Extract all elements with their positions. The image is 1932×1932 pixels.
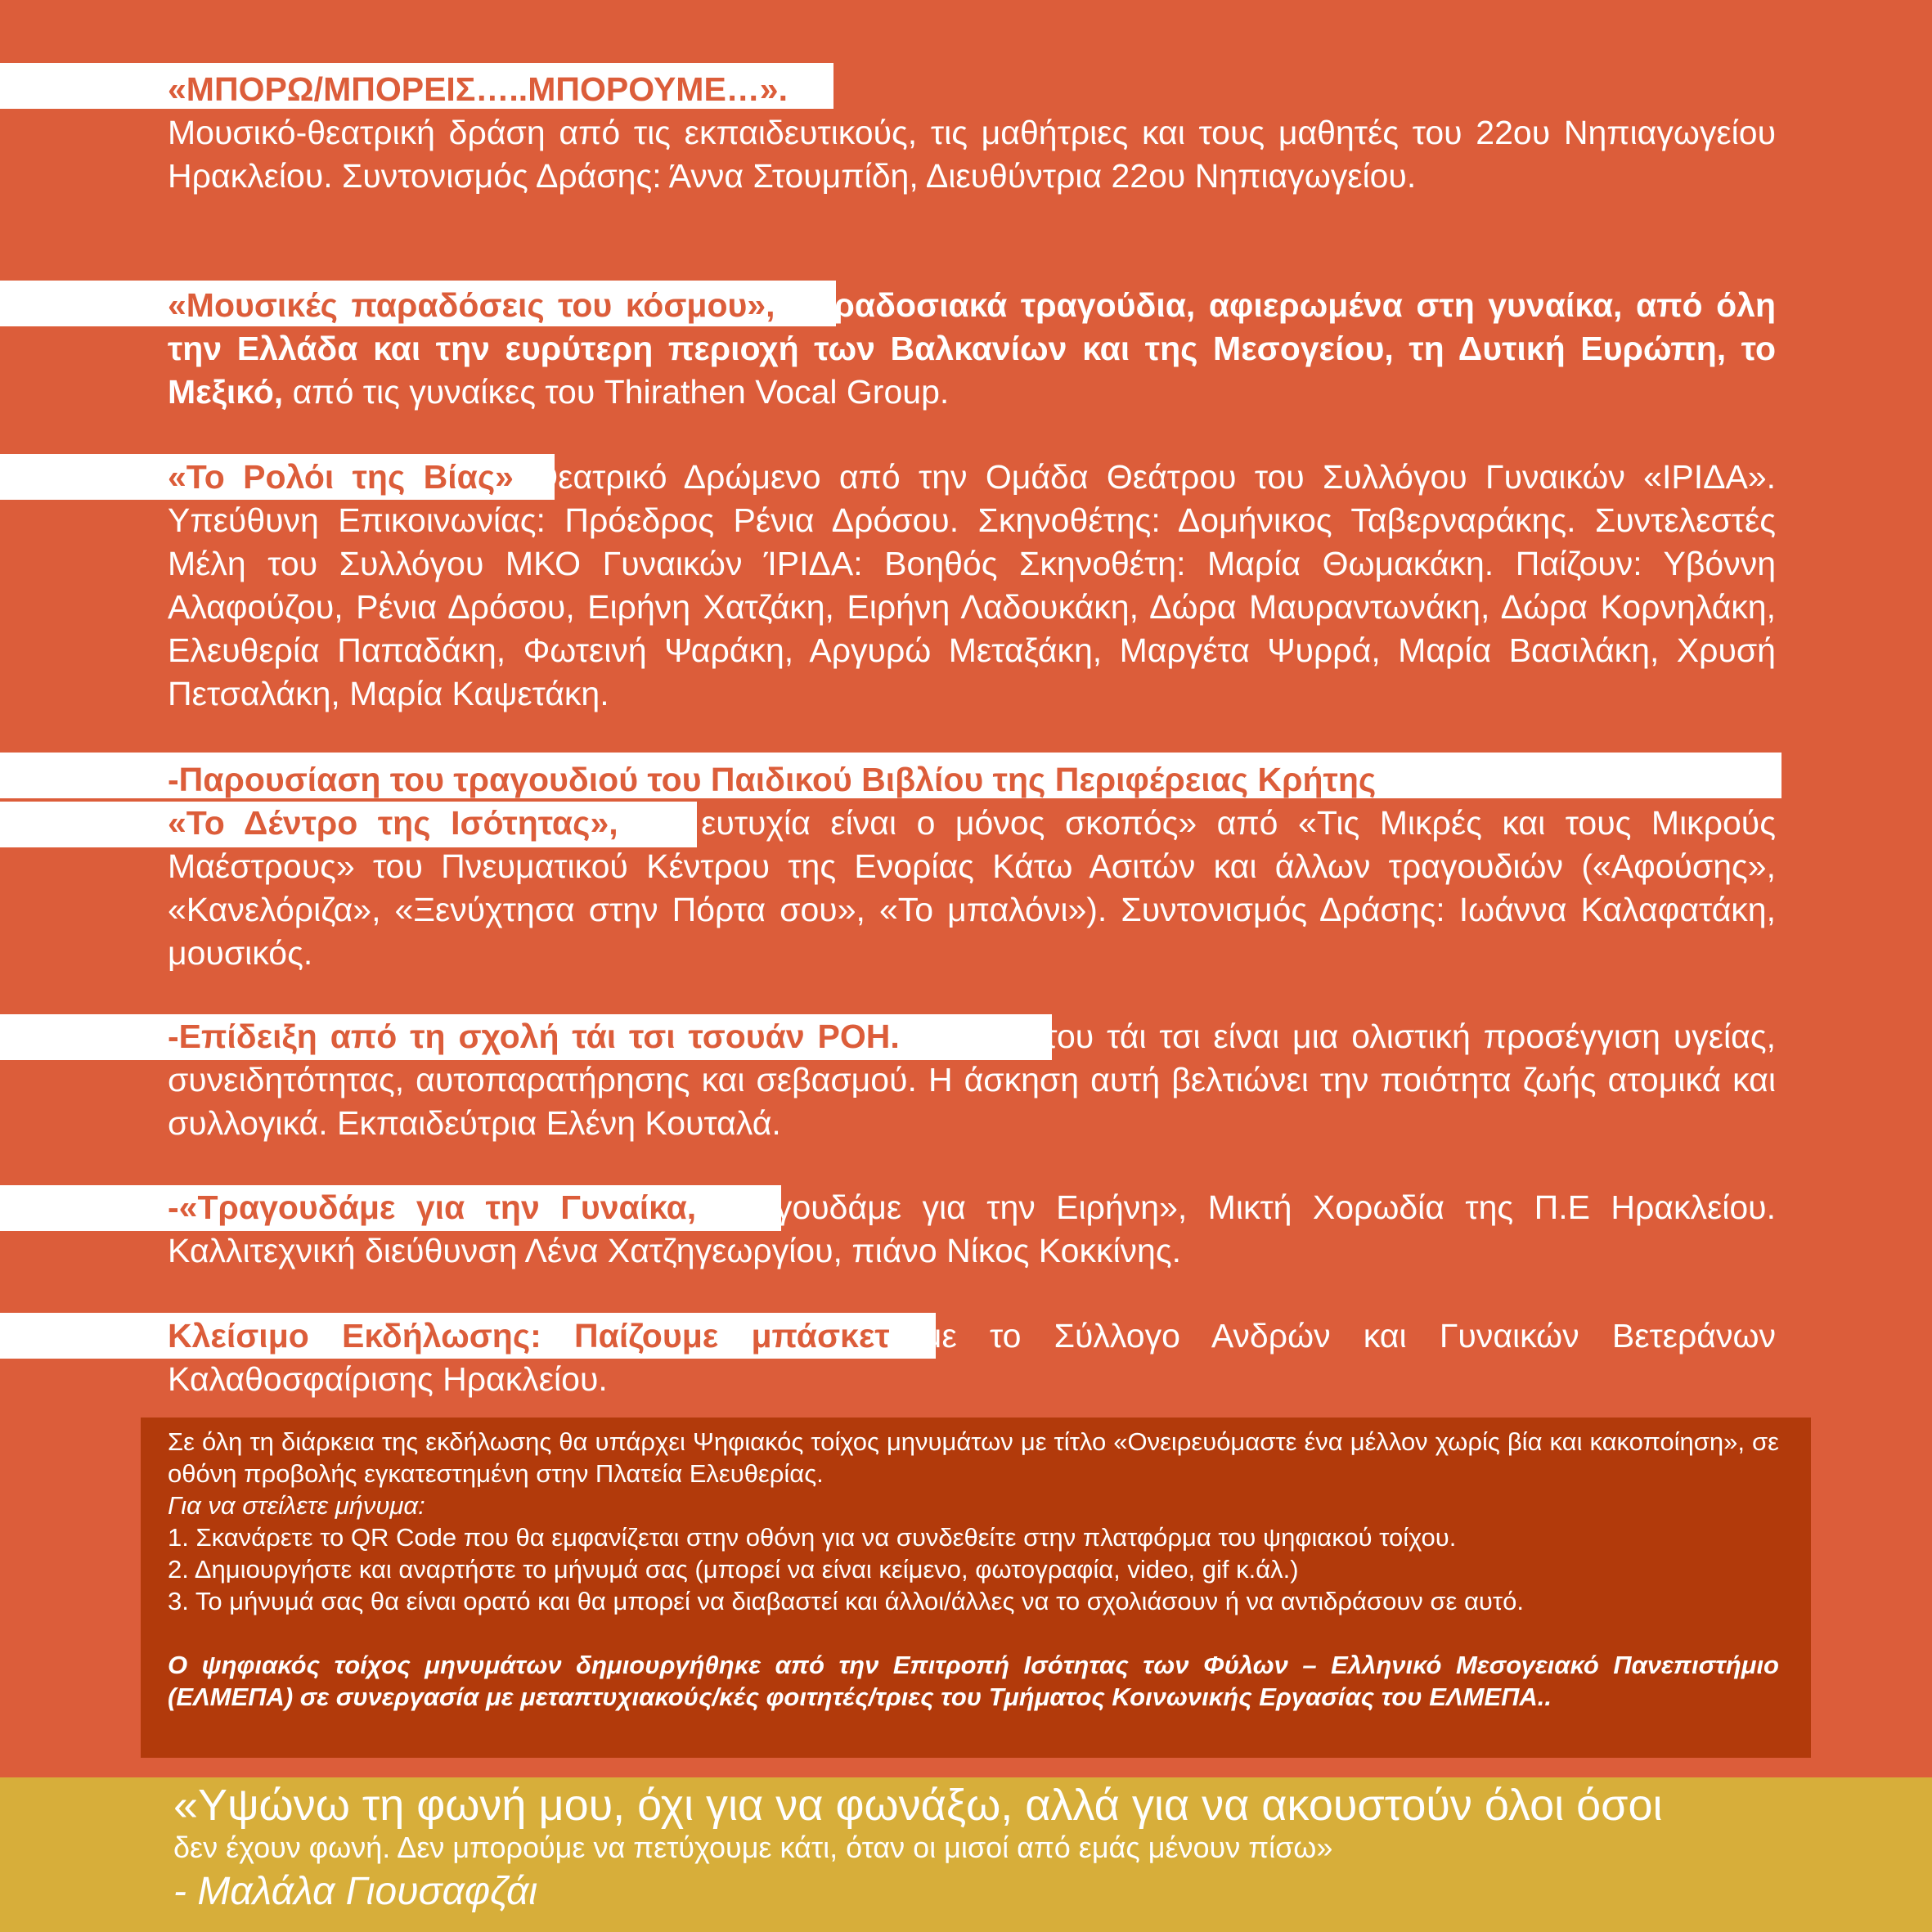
event-description: με το Σύλλογο Ανδρών και Γυναικών Βετεράνων Καλαθοσφαίρισης Ηρακλείου.	[168, 1317, 1776, 1398]
event-description: Τραγουδάμε για την Ειρήνη», Μικτή Χορωδία της Π.Ε Ηρακλείου. Καλλιτεχνική διεύθυνση Λένα Χατζηγεωργίου, πιάνο Νίκος Κοκκίνης.	[168, 1188, 1776, 1269]
event-item	[168, 1015, 1776, 1145]
event-description: Θεατρικό Δρώμενο από την Ομάδα Θεάτρου του Συλλόγου Γυναικών «ΙΡΙΔΑ». Υπεύθυνη Επικοινωνίας: Πρόεδρος Ρένια Δρόσου. Σκηνοθέτης: Δομήνικος Ταβερναράκης. Συντελεστές Μέλη του Συλλόγου ΜΚΟ Γυναικών ΊΡΙΔΑ: Βοηθός Σκηνοθέτη: Μαρία Θωμακάκη. Παίζουν: Υβόννη Αλαφούζου, Ρένια Δρόσου, Ειρήνη Χατζάκη, Ειρήνη Λαδουκάκη, Δώρα Μαυραντωνάκη, Δώρα Κορνηλάκη, Ελευθερία Παπαδάκη, Φωτεινή Ψαράκη, Αργυρώ Μεταξάκη, Μαργέτα Ψυρρά, Μαρία Βασιλάκη, Χρυσή Πετσαλάκη, Μαρία Καψετάκη.	[168, 458, 1777, 712]
quote-line: δεν έχουν φωνή. Δεν μπορούμε να πετύχουμε κάτι, όταν οι μισοί από εμάς μένουν πίσω»	[173, 1831, 1333, 1864]
event-description: από τις γυναίκες του Thirathen Vocal Group.	[283, 373, 950, 411]
quote-author: - Μαλάλα Γιουσαφζάι	[173, 1870, 538, 1913]
event-title: Κλείσιμο Εκδήλωσης: Παίζουμε μπάσκετ	[168, 1317, 890, 1355]
event-item	[168, 284, 1776, 414]
info-howto-heading: Για να στείλετε μήνυμα:	[168, 1491, 425, 1520]
info-credit: Ο ψηφιακός τοίχος μηνυμάτων δημιουργήθηκε από την Επιτροπή Ισότητας των Φύλων – Ελληνικό Μεσογειακό Πανεπιστήμιο (ΕΛΜΕΠΑ) σε συνεργασία με μεταπτυχιακούς/κές φοιτητές/τριες του Τμήματος Κοινωνικής Εργασίας του ΕΛΜΕΠΑ..	[168, 1651, 1779, 1711]
event-description: Μουσικό-θεατρική δράση από τις εκπαιδευτικούς, τις μαθήτριες και τους μαθητές του 22ου Νηπιαγωγείου Ηρακλείου. Συντονισμός Δράσης: Άννα Στουμπίδη, Διευθύντρια 22ου Νηπιαγωγείου.	[168, 114, 1776, 195]
event-item	[168, 68, 1776, 198]
info-box-text	[168, 1426, 1779, 1713]
event-item	[168, 456, 1776, 716]
info-intro: Σε όλη τη διάρκεια της εκδήλωσης θα υπάρχει Ψηφιακός τοίχος μηνυμάτων με τίτλο «Ονειρευόμαστε ένα μέλλον χωρίς βία και κακοποίηση», σε οθόνη προβολής εγκατεστημένη στην Πλατεία Ελευθερίας.	[168, 1427, 1779, 1488]
event-title: «ΜΠΟΡΩ/ΜΠΟΡΕΙΣ…..ΜΠΟΡΟΥΜΕ…».	[168, 70, 788, 108]
event-item	[168, 1314, 1776, 1401]
info-step: 2. Δημιουργήστε και αναρτήστε το μήνυμά σας (μπορεί να είναι κείμενο, φωτογραφία, video, gif κ.άλ.)	[168, 1555, 1299, 1584]
event-title: «Μουσικές παραδόσεις του κόσμου»,	[168, 286, 775, 324]
event-bold-description: παραδοσιακά τραγούδια, αφιερωμένα στη γυναίκα, από όλη την Ελλάδα και την ευρύτερη περιοχή των Βαλκανίων και της Μεσογείου, τη Δυτική Ευρώπη, το Μεξικό,	[168, 286, 1777, 411]
event-title: -Παρουσίαση του τραγουδιού του Παιδικού Βιβλίου της Περιφέρειας Κρήτης	[168, 761, 1377, 798]
event-description: Η τέχνη του τάι τσι είναι μια ολιστική προσέγγιση υγείας, συνειδητότητας, αυτοπαρατήρησης και σεβασμού. Η άσκηση αυτή βελτιώνει την ποιότητα ζωής ατομικά και συλλογικά. Εκπαιδεύτρια Ελένη Κουταλά.	[168, 1018, 1776, 1142]
info-step: 1. Σκανάρετε το QR Code που θα εμφανίζεται στην οθόνη για να συνδεθείτε στην πλατφόρμα του ψηφιακού τοίχου.	[168, 1523, 1457, 1552]
event-subtitle: «Το Δέντρο της Ισότητας»,	[168, 804, 618, 842]
event-title: -«Τραγουδάμε για την Γυναίκα,	[168, 1188, 697, 1226]
digital-wall-info-box	[141, 1418, 1811, 1758]
event-title: -Επίδειξη από τη σχολή τάι τσι τσουάν ΡΟΗ.	[168, 1018, 900, 1055]
event-description: «Η ευτυχία είναι ο μόνος σκοπός» από «Τις Μικρές και τους Μικρούς Μαέστρους» του Πνευματικού Κέντρου της Ενορίας Κάτω Ασιτών και άλλων τραγουδιών («Αφούσης», «Κανελόριζα», «Ξενύχτησα στην Πόρτα σου», «Το μπαλόνι»). Συντονισμός Δράσης: Ιωάννα Καλαφατάκη, μουσικός.	[168, 804, 1776, 972]
event-item	[168, 758, 1776, 975]
event-title: «Το Ρολόι της Βίας»	[168, 458, 514, 496]
quote-line: «Υψώνω τη φωνή μου, όχι για να φωνάξω, αλλά για να ακουστούν όλοι όσοι	[173, 1781, 1663, 1830]
event-item	[168, 1186, 1776, 1273]
info-step: 3. Το μήνυμά σας θα είναι ορατό και θα μπορεί να διαβαστεί και άλλοι/άλλες να το σχολιάσουν ή να αντιδράσουν σε αυτό.	[168, 1587, 1524, 1615]
